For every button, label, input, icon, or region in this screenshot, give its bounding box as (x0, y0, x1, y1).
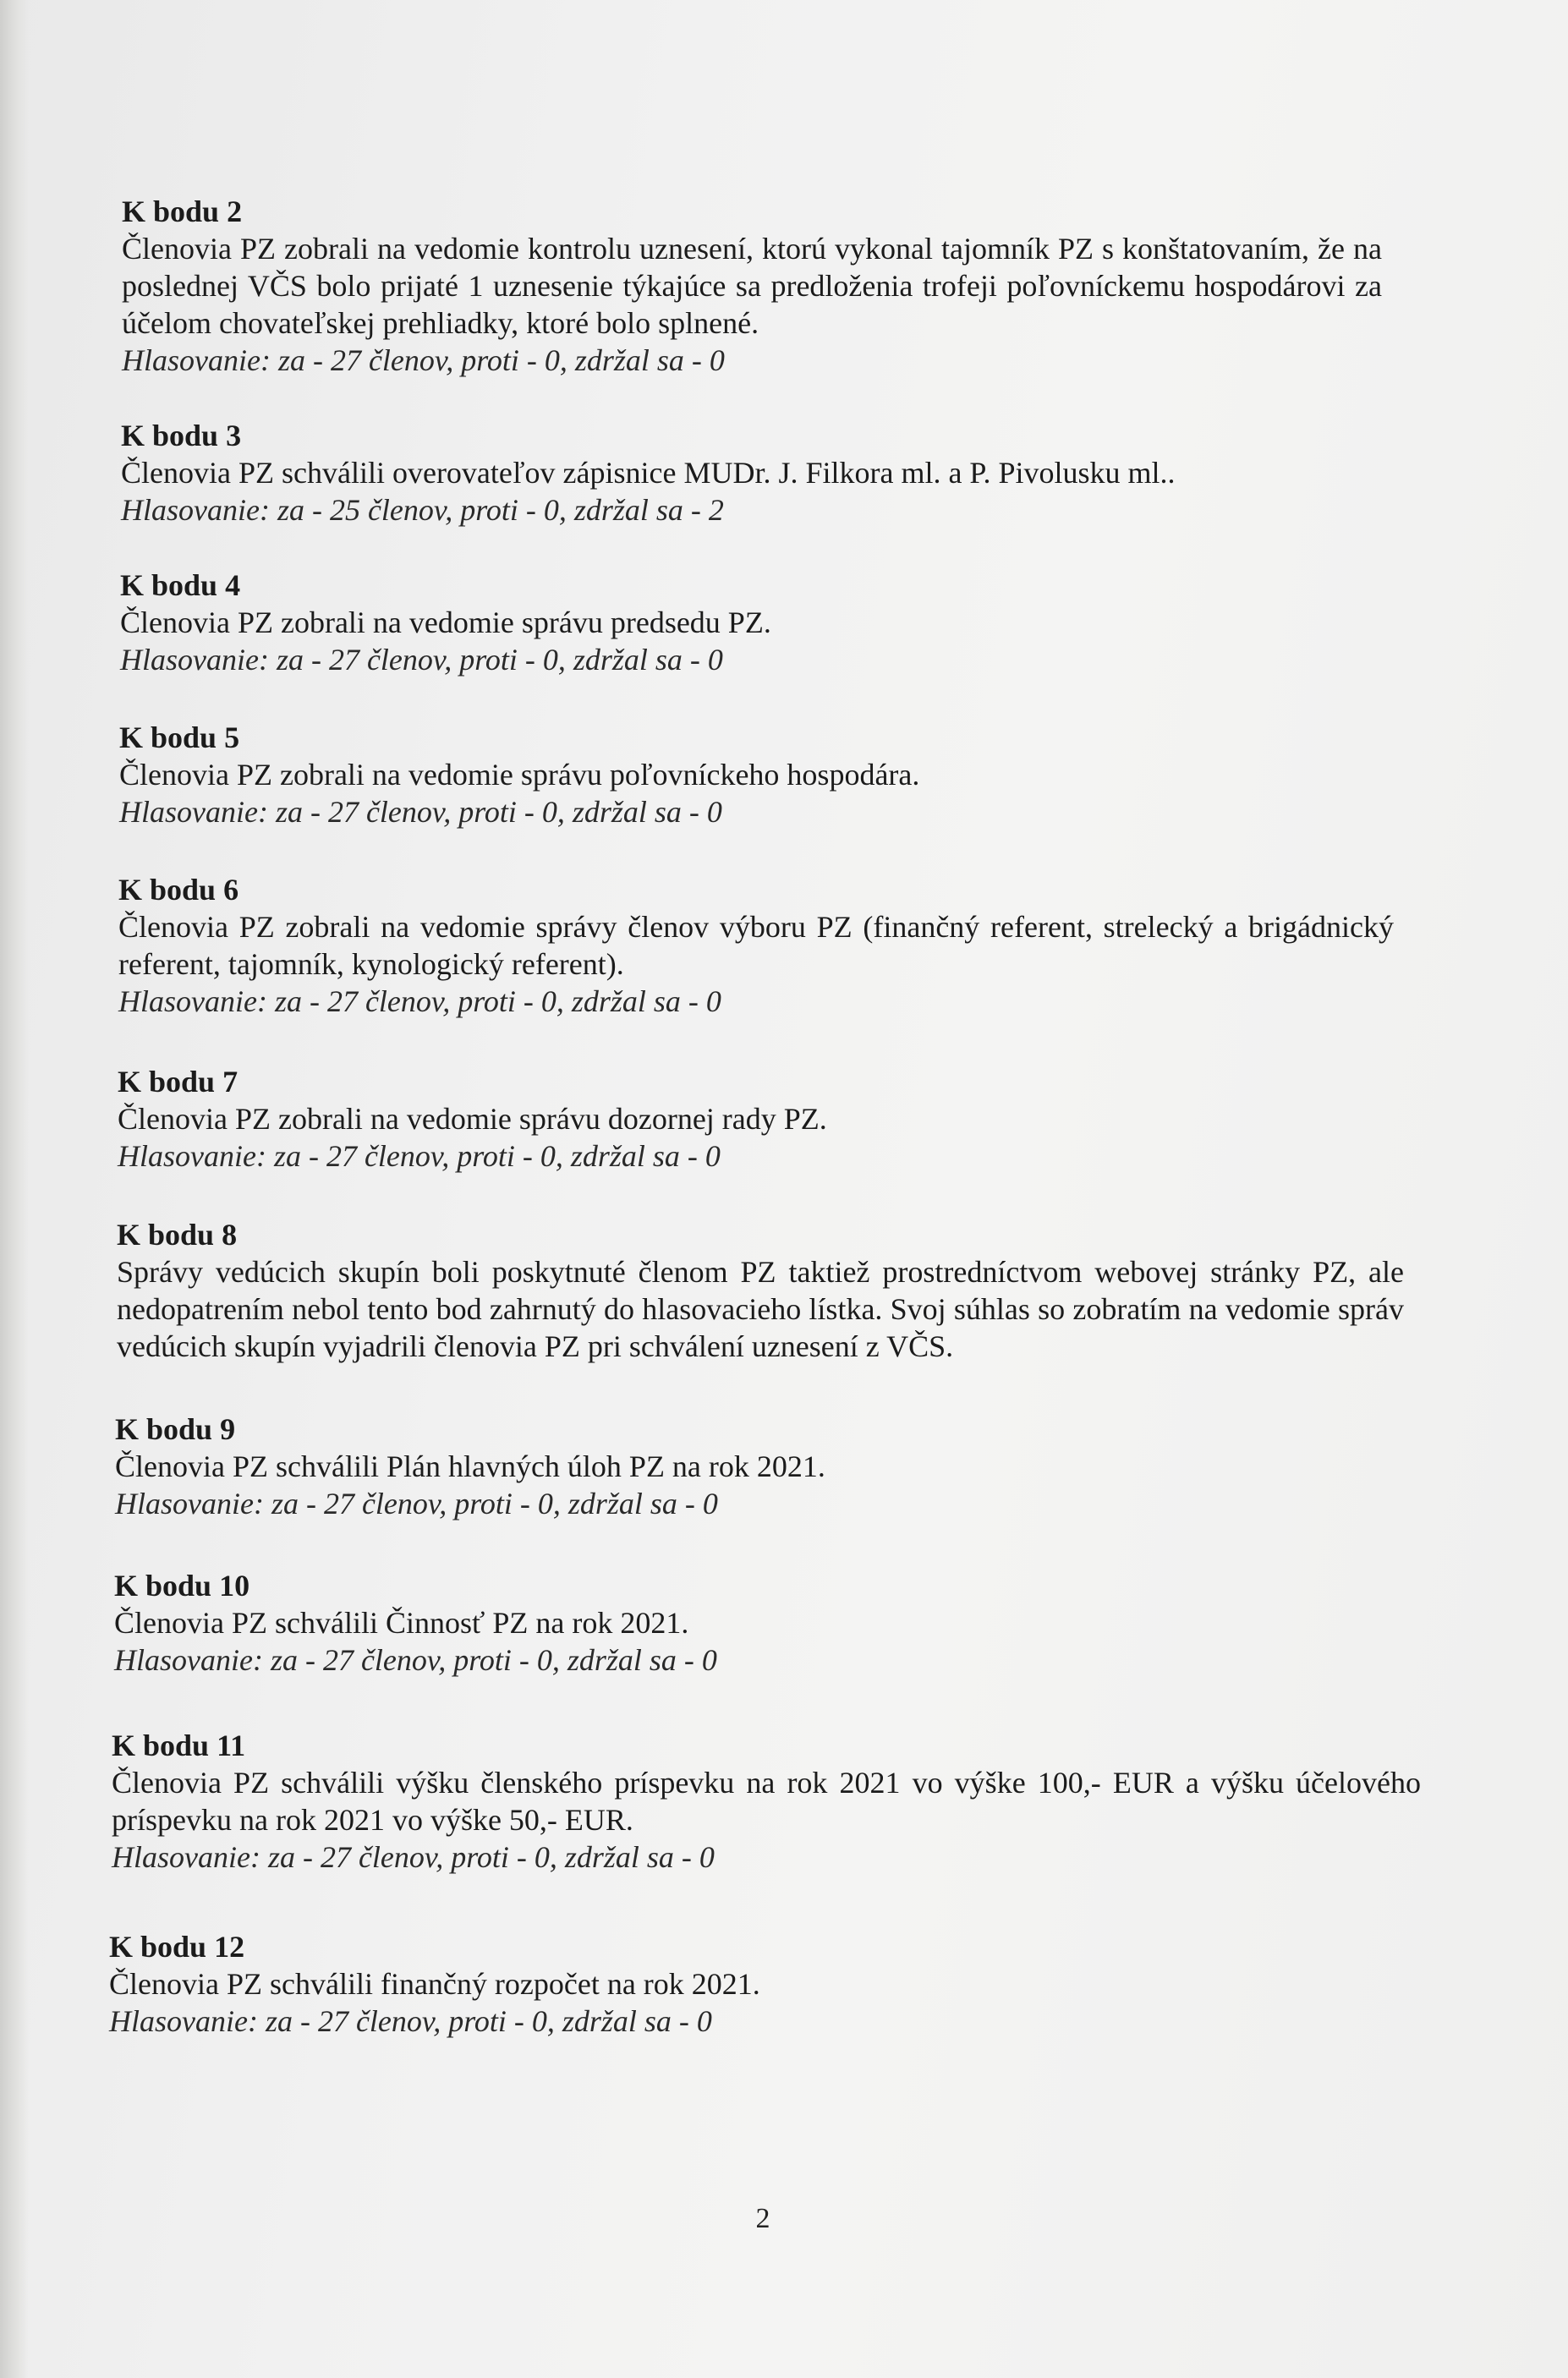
section-bod-11 (112, 1727, 1421, 1876)
section-vote: Hlasovanie: za - 27 členov, proti - 0, zdržal sa - 0 (114, 1643, 717, 1677)
section-bod-10 (114, 1567, 1412, 1679)
section-bod-6 (118, 871, 1394, 1020)
section-heading: K bodu 7 (118, 1065, 238, 1099)
section-heading: K bodu 2 (122, 195, 243, 228)
section-bod-7 (118, 1063, 1403, 1175)
section-vote: Hlasovanie: za - 27 členov, proti - 0, zdržal sa - 0 (112, 1840, 715, 1874)
section-heading: K bodu 6 (118, 873, 239, 907)
section-text: Členovia PZ schválili Plán hlavných úloh PZ na rok 2021. (115, 1449, 825, 1483)
section-vote: Hlasovanie: za - 27 členov, proti - 0, zdržal sa - 0 (119, 795, 722, 829)
section-text: Členovia PZ schválili overovateľov zápisnice MUDr. J. Filkora ml. a P. Pivolusku ml.. (121, 456, 1176, 490)
section-bod-5 (119, 719, 1396, 830)
section-text: Členovia PZ schválili výšku členského príspevku na rok 2021 vo výške 100,- EUR a výšku účelového príspevku na rok 2021 vo výške 50,- EUR. (112, 1766, 1421, 1837)
section-text: Členovia PZ zobrali na vedomie správu poľovníckeho hospodára. (119, 758, 920, 792)
section-text: Členovia PZ schválili finančný rozpočet na rok 2021. (109, 1967, 760, 2001)
section-bod-12 (109, 1928, 1424, 2040)
section-heading: K bodu 8 (117, 1218, 238, 1252)
section-heading: K bodu 5 (119, 721, 240, 754)
section-bod-9 (115, 1411, 1409, 1522)
section-text: Členovia PZ zobrali na vedomie kontrolu uznesení, ktorú vykonal tajomník PZ s konštatovaním, že na poslednej VČS bolo prijaté 1 uznesenie týkajúce sa predloženia trofeji poľovníckemu hospodárovi za účelom chovateľskej prehliadky, ktoré bolo splnené. (122, 232, 1382, 340)
section-text: Členovia PZ zobrali na vedomie správy členov výboru PZ (finančný referent, strelecký a brigádnický referent, tajomník, kynologický referent). (118, 910, 1394, 981)
section-vote: Hlasovanie: za - 27 členov, proti - 0, zdržal sa - 0 (118, 1139, 721, 1173)
section-heading: K bodu 9 (115, 1412, 236, 1446)
section-vote: Hlasovanie: za - 25 členov, proti - 0, zdržal sa - 2 (121, 493, 724, 527)
section-text: Členovia PZ zobrali na vedomie správu predsedu PZ. (120, 605, 771, 639)
section-text: Členovia PZ schválili Činnosť PZ na rok 2021. (114, 1606, 689, 1640)
section-bod-4 (120, 567, 1393, 678)
section-heading: K bodu 10 (114, 1569, 250, 1603)
section-vote: Hlasovanie: za - 27 členov, proti - 0, zdržal sa - 0 (115, 1487, 718, 1520)
section-bod-2 (122, 193, 1382, 379)
section-heading: K bodu 11 (112, 1729, 246, 1762)
section-text: Správy vedúcich skupín boli poskytnuté členom PZ taktiež prostredníctvom webovej stránky PZ, ale nedopatrením nebol tento bod zahrnutý do hlasovacieho lístka. Svoj súhlas so zobratím na vedomie správ vedúcich skupín vyjadrili členovia PZ pri schválení uznesení z VČS. (117, 1255, 1404, 1363)
section-heading: K bodu 12 (109, 1930, 245, 1964)
section-text: Členovia PZ zobrali na vedomie správu dozornej rady PZ. (118, 1102, 827, 1136)
section-vote: Hlasovanie: za - 27 členov, proti - 0, zdržal sa - 0 (109, 2004, 712, 2038)
page-number: 2 (755, 2203, 770, 2234)
section-heading: K bodu 4 (120, 568, 241, 602)
section-vote: Hlasovanie: za - 27 členov, proti - 0, zdržal sa - 0 (118, 984, 721, 1018)
binding-edge (0, 0, 29, 2378)
section-bod-3 (121, 417, 1390, 529)
section-heading: K bodu 3 (121, 419, 242, 452)
section-bod-8 (117, 1216, 1404, 1365)
section-vote: Hlasovanie: za - 27 členov, proti - 0, zdržal sa - 0 (122, 343, 725, 377)
section-vote: Hlasovanie: za - 27 členov, proti - 0, zdržal sa - 0 (120, 643, 723, 677)
